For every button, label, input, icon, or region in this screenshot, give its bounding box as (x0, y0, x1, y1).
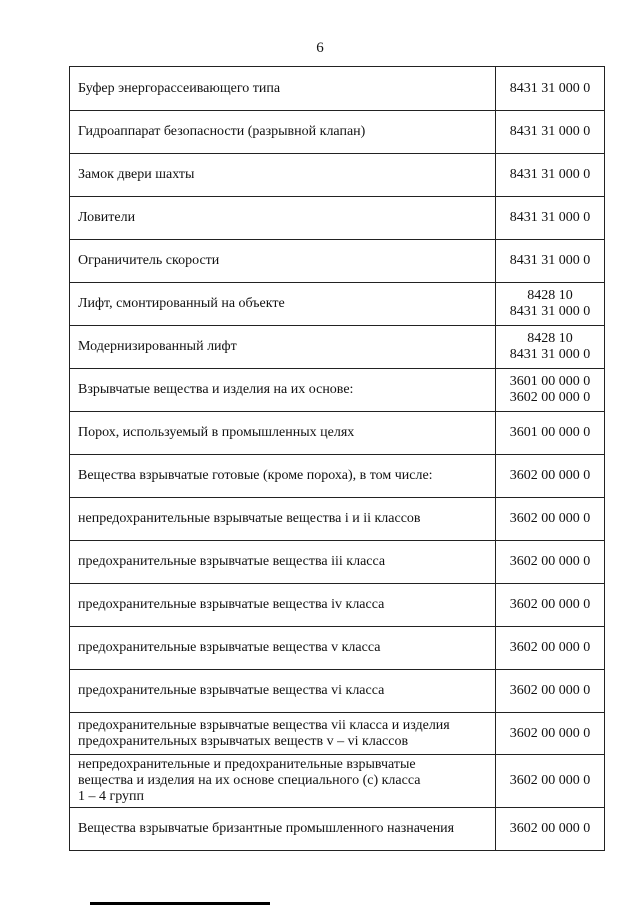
product-name-line: Замок двери шахты (78, 167, 195, 182)
tn-ved-code: 3602 00 000 0 (509, 390, 591, 405)
page-number: 6 (316, 40, 324, 56)
product-name-line: вещества и изделия на их основе специального (с) класса (78, 773, 421, 788)
tn-ved-code-cell (496, 67, 605, 111)
product-name-line: Буфер энергорассеивающего типа (78, 80, 281, 96)
tn-ved-code: 3601 00 000 0 (509, 374, 591, 389)
product-name-line: 1 – 4 групп (78, 789, 145, 804)
product-name-line: Взрывчатые вещества и изделия на их основе: (78, 382, 354, 397)
tn-ved-code-cell (496, 369, 605, 412)
table-row (70, 584, 605, 627)
product-name-line: предохранительные взрывчатые вещества vi класса (78, 683, 385, 698)
product-name-cell (70, 498, 496, 541)
product-name-cell (70, 670, 496, 713)
tn-ved-code: 3602 00 000 0 (509, 511, 591, 526)
product-name-line: Порох, используемый в промышленных целях (78, 425, 355, 440)
product-name-cell (70, 713, 496, 755)
tn-ved-code: 3602 00 000 0 (509, 468, 591, 483)
product-name-line: Вещества взрывчатые бризантные промышленного назначения (78, 821, 455, 836)
tn-ved-code: 8431 31 000 0 (509, 253, 591, 268)
table-row (70, 455, 605, 498)
tn-ved-code: 8431 31 000 0 (509, 167, 591, 182)
table-row (70, 240, 605, 283)
tn-ved-code: 8431 31 000 0 (509, 124, 591, 139)
tn-ved-code: 8431 31 000 0 (509, 347, 591, 362)
scan-edge-gap (0, 899, 90, 905)
product-name-cell (70, 584, 496, 627)
tn-ved-code-cell (496, 240, 605, 283)
product-name-line: предохранительные взрывчатые вещества v класса (78, 640, 381, 655)
table-row (70, 283, 605, 326)
tn-ved-code: 3602 00 000 0 (509, 640, 591, 655)
table-row (70, 541, 605, 584)
table-row (70, 67, 605, 111)
tn-ved-code: 3601 00 000 0 (509, 425, 591, 440)
product-name-cell (70, 283, 496, 326)
table-row (70, 197, 605, 240)
scan-edge-gap (270, 899, 640, 905)
product-name-line: Гидроаппарат безопасности (разрывной клапан) (78, 124, 366, 139)
tn-ved-code: 8431 31 000 0 (509, 80, 591, 96)
product-name-line: Вещества взрывчатые готовые (кроме пороха), в том числе: (78, 468, 433, 483)
tn-ved-code-cell (496, 670, 605, 713)
product-name-line: предохранительных взрывчатых веществ v – vi классов (78, 733, 409, 749)
product-name-cell (70, 755, 496, 808)
product-name-cell (70, 154, 496, 197)
tn-ved-code: 3602 00 000 0 (509, 683, 591, 698)
tn-ved-code-cell (496, 111, 605, 154)
product-name-cell (70, 541, 496, 584)
tn-ved-code: 8431 31 000 0 (509, 210, 591, 225)
product-name-cell (70, 455, 496, 498)
table-row (70, 369, 605, 412)
product-name-line: Ограничитель скорости (78, 253, 220, 268)
tn-ved-code-cell (496, 197, 605, 240)
product-name-cell (70, 369, 496, 412)
product-name-line: Модернизированный лифт (78, 339, 237, 354)
product-name-cell (70, 197, 496, 240)
product-name-line: предохранительные взрывчатые вещества iv класса (78, 597, 385, 612)
tn-ved-code-cell (496, 713, 605, 755)
tn-ved-code-cell (496, 627, 605, 670)
tn-ved-code: 3602 00 000 0 (509, 821, 591, 836)
tn-ved-code-cell (496, 755, 605, 808)
table-row (70, 627, 605, 670)
tn-ved-code-cell (496, 412, 605, 455)
product-name-cell (70, 627, 496, 670)
tn-ved-code: 3602 00 000 0 (509, 554, 591, 569)
product-name-cell (70, 326, 496, 369)
table-row (70, 808, 605, 851)
tn-ved-code: 3602 00 000 0 (509, 597, 591, 612)
table-row (70, 412, 605, 455)
product-name-line: Лифт, смонтированный на объекте (78, 296, 285, 311)
tn-ved-code-cell (496, 541, 605, 584)
product-name-cell (70, 808, 496, 851)
tn-ved-code-cell (496, 584, 605, 627)
tn-ved-code: 3602 00 000 0 (509, 773, 591, 788)
tn-ved-code: 3602 00 000 0 (509, 725, 591, 741)
tn-ved-code: 8428 10 (527, 331, 573, 346)
product-name-line: непредохранительные и предохранительные взрывчатые (78, 757, 416, 772)
product-name-cell (70, 240, 496, 283)
product-name-line: непредохранительные взрывчатые вещества i и ii классов (78, 511, 421, 526)
table-row (70, 326, 605, 369)
tn-ved-code-cell (496, 326, 605, 369)
tn-ved-code-cell (496, 808, 605, 851)
tn-ved-code-cell (496, 455, 605, 498)
tn-ved-code: 8428 10 (527, 288, 573, 303)
table-row (70, 498, 605, 541)
tn-ved-code-cell (496, 154, 605, 197)
table-row (70, 111, 605, 154)
table-row (70, 755, 605, 808)
tn-ved-code-cell (496, 498, 605, 541)
product-name-cell (70, 412, 496, 455)
tn-ved-code: 8431 31 000 0 (509, 304, 591, 319)
product-name-line: Ловители (78, 210, 136, 225)
product-name-line: предохранительные взрывчатые вещества iii класса (78, 554, 386, 569)
product-name-cell (70, 111, 496, 154)
tn-ved-code-cell (496, 283, 605, 326)
product-name-line: предохранительные взрывчатые вещества vii класса и изделия (78, 717, 450, 733)
table-row (70, 154, 605, 197)
table-row (70, 670, 605, 713)
classification-table (69, 66, 605, 851)
product-name-cell (70, 67, 496, 111)
table-row (70, 713, 605, 755)
